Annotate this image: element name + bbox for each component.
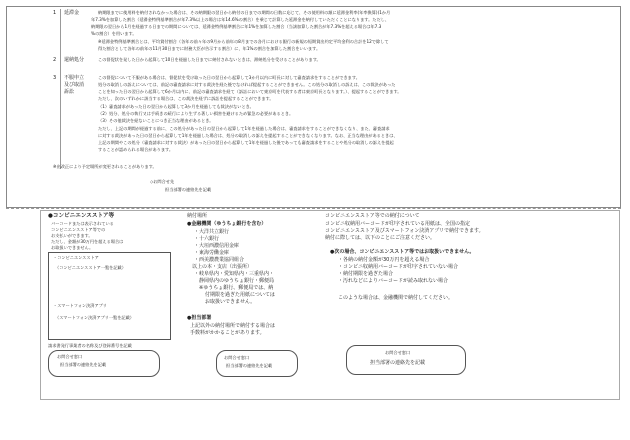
item3-line: （1）審査請求があった日の翌日から起算して3か月を経過しても裁決がないとき。 [98,104,254,109]
right-intro: コンビニエンスストア及びスマートフォン決済アプリで納付できます。 [325,228,484,234]
bank-item: ・西美濃農業協同組合 [194,257,245,263]
item2-number: 2 [53,57,57,63]
caution-item: ・コンビニ収納用バーコードが印字されていない場合 [338,264,459,270]
left-desc: お支払いができます。 [51,233,93,238]
middle-contact-name: 担当部署の連絡先を記載 [226,363,273,368]
right-contact-name: 担当部署の連絡先を記載 [370,360,426,366]
branch-line: 静岡県内のゆうちょ銀行・郵便局 [199,278,275,284]
item1-line: 納期限までに使用料を納付されなかった場合は、その納期限の翌日から納付の日までの期間の日数に応じて、その使用料の額に延滞金利率(年率換算)(1か月 [98,10,391,15]
branch-line: お取扱いできません。 [205,299,256,305]
bank-item: ・十六銀行 [194,236,220,242]
middle-contact-label: お問合せ窓口 [224,355,250,360]
item3-number: 3 [53,75,57,81]
item3-line: することが認められる場合があります。 [98,147,174,152]
cut-line [6,208,621,209]
item2-text: この督促状を発した日から起算して10日を経過した日までに納付されないときは、滞納処分を受けることがあります。 [98,57,321,62]
footnote: ※出改正により予定場所が変更されることがあります。 [53,164,157,169]
branch-line: 以上の本・支店（出張所） [192,264,253,270]
right-intro: コンビニ収納用バーコードが印字されている用紙は、全国の指定 [325,221,471,227]
branch-line: 付期限を過ぎた用紙については [205,292,275,298]
item3-line: ただし、上記の期間が経過する前に、この処分があった日の翌日から起算して1年を経過した場合は、審査請求をすることができなくなり、また、審査請求 [98,126,390,131]
item3-line: この督促について不服がある場合は、督促状を受け取った日の翌日から起算して3か月以内に町長に対して審査請求をすることができます。 [98,75,360,80]
item1-title: 延滞金 [64,10,80,16]
bank-item: ・大垣西濃信用金庫 [194,243,240,249]
office-header: ●担当部署 [187,315,212,321]
middle-panel-header: 納付場所 [187,213,208,219]
office-line: 手数料がかかることがあります。 [190,330,265,336]
item3-line: （2）処分、処分の執行又は手続きの続行により生ずる著しい損害を避けるため緊急の必要があるとき。 [98,111,294,116]
app-note: （スマートフォン決済アプリ一覧を記載） [55,315,134,320]
caution-item: ・納付期限を過ぎた場合 [338,271,394,277]
left-contact-name: 担当部署の連絡先を記載 [60,362,107,367]
item3-line: 上記の期間やこの処分（審査請求に対する裁決）があった日の翌日から起算して1年を経過した後であっても審査請求をすることや処分の取消しの訴えを提起 [98,140,394,145]
caution-item: ・汚れなどによりバーコードが読み取れない場合 [338,278,449,284]
branch-line: ※ゆうちょ銀行、郵便局では、納 [199,285,274,291]
closing-text: このような場合は、金融機関で納付してください。 [338,295,454,301]
item3-line: ただし、次のいずれかに該当する場合は、この裁決を経ずに訴訟を提起することができます。 [98,96,274,101]
item2-title: 還納処分 [64,57,85,63]
left-desc: ただし、金額が30万円を超える場合は [51,239,124,244]
item1-line: ※延滞金特例基準割合とは、平均貸付割合（各年の前々年の9月から前年の8月までの各月における銀行の新規の短期貸出約定平均金利の合計を12で除して [98,39,389,44]
bank-header: ●金融機関（ゆうちょ銀行を含む） [187,221,267,227]
store-label: ・コンビニエンスストア [53,255,99,260]
caution-header: ●次の場合、コンビニエンスストア等ではお取扱いできません。 [330,249,475,255]
branch-line: ・岐阜県内・愛知県内・三重県内・ [194,271,275,277]
item3-line: に対する裁決があった日の翌日から起算して1年を経過した場合は、処分の取消しの訴えを提起することができなくなります。なお、正当な理由があるときは、 [98,133,398,138]
bank-item: ・大洋共立銀行 [194,229,230,235]
item3-title: 及び取消 [64,82,85,88]
item3-title: 不服申立 [64,75,85,81]
right-contact-label: お問合せ窓口 [385,350,411,355]
item3-title: 訴訟 [64,89,75,95]
left-desc: バーコードまたは表示されている [51,221,114,226]
item3-line: （3）その他裁決を経ないことにつき正当な理由があるとき。 [98,118,214,123]
right-intro: コンビニエンスストア等での納付について [325,213,420,219]
app-label: ・スマートフォン決済アプリ [53,303,107,308]
left-desc: コンビニエンスストア等での [51,227,106,232]
office-line: 上記以外の納付場所で納付する場合は [190,323,276,329]
store-note: （コンビニエンスストア一覧を記載） [55,265,126,270]
left-contact-label: お問合せ窓口 [57,354,83,359]
item1-line: 得た割合として各年の前年の11月30日までに財務大臣が告示する割合）に、年1%の割合を加算した割合をいいます。 [98,46,321,51]
item1-line: %の割合）を用います。 [91,31,137,36]
item3-line: ことを知った日の翌日から起算して6か月以内に、前記の審査請求を経て（訴訟において東京町を代表する者は東京町長となります。）、提起することができます。 [98,89,402,94]
contact-ref: ◇お問合せ先 [150,179,175,184]
contact-ref-name: 担当部署の連絡先を記載 [165,187,212,192]
right-intro: 納付に際しては、以下のことにご注意ください。 [325,235,436,241]
notes-divider [60,9,61,169]
bank-item: ・東海労働金庫 [194,250,230,256]
caution-item: ・各納の納付金額が30万円を超える場合 [338,257,430,263]
item1-line: 年7.3%を加算した割合（延滞金特例基準割合が年7.3%以上の場合は年14.6%の割合）を乗じて計算した延滞金を納付していただくことになります。ただし、 [91,17,390,22]
left-desc: お取扱いできません。 [51,245,94,250]
agent-note: 請求書発行事業者の名称及び登録番号を記載 [48,343,132,348]
item1-number: 1 [53,10,57,16]
left-panel-header: ●コンビニエンスストア等 [48,213,115,219]
item1-line: 納期限の翌日から1月を経過する日までの期間については、延滞金特例基準割合に年1%を加算した割合（当該加算した割合が年7.3%を超える場合は年7.3 [91,24,382,29]
item3-line: 処分の取消しの訴えについては、前記の審査請求に対する裁決を経た後でなければ提起することができません。この処分の取消しの訴えは、この裁決があった [98,82,396,87]
